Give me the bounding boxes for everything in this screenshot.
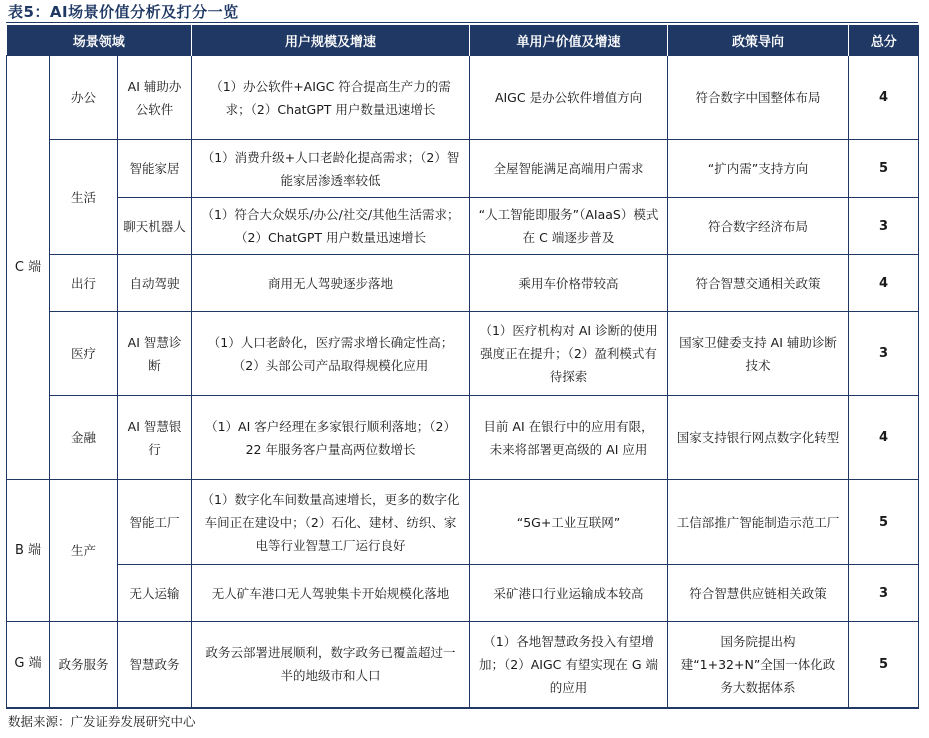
score-cell: 5 <box>849 140 919 198</box>
domain-cell-production: 生产 <box>50 480 118 622</box>
user-scale-cell: （1）数字化车间数量高速增长，更多的数字化车间正在建设中；（2）石化、建材、纺织、家电等行业智慧工厂运行良好 <box>192 480 470 565</box>
scene-cell: AI 辅助办公软件 <box>118 56 192 140</box>
user-scale-cell: （1）消费升级+人口老龄化提高需求；（2）智能家居渗透率较低 <box>192 140 470 198</box>
score-cell: 5 <box>849 480 919 565</box>
scene-cell: 智能家居 <box>118 140 192 198</box>
domain-cell-travel: 出行 <box>50 255 118 312</box>
source-note: 数据来源：广发证券发展研究中心 <box>8 714 196 729</box>
title-rule <box>6 22 918 23</box>
unit-value-cell: 乘用车价格带较高 <box>470 255 668 312</box>
score-cell: 3 <box>849 312 919 396</box>
score-cell: 4 <box>849 255 919 312</box>
score-cell: 3 <box>849 198 919 255</box>
user-scale-cell: （1）符合大众娱乐/办公/社交/其他生活需求；（2）ChatGPT 用户数量迅速增长 <box>192 198 470 255</box>
policy-cell: 符合数字中国整体布局 <box>668 56 849 140</box>
user-scale-cell: （1）AI 客户经理在多家银行顺利落地；（2）22 年服务客户量高两位数增长 <box>192 396 470 480</box>
header-policy: 政策导向 <box>668 25 849 56</box>
domain-cell-finance: 金融 <box>50 396 118 480</box>
unit-value-cell: 采矿港口行业运输成本较高 <box>470 565 668 622</box>
segment-c-cell: C 端 <box>7 56 50 480</box>
scene-value-table <box>6 25 919 709</box>
segment-g-cell: G 端 <box>7 622 50 708</box>
table-row <box>7 480 919 565</box>
header-unit-value: 单用户价值及增速 <box>470 25 668 56</box>
segment-b-cell: B 端 <box>7 480 50 622</box>
policy-cell: 符合数字经济布局 <box>668 198 849 255</box>
header-scene-domain: 场景领域 <box>7 25 192 56</box>
table-row <box>7 56 919 140</box>
policy-cell: 国务院提出构建“1+32+N”全国一体化政务大数据体系 <box>668 622 849 708</box>
domain-cell-medical: 医疗 <box>50 312 118 396</box>
policy-cell: “扩内需”支持方向 <box>668 140 849 198</box>
score-cell: 5 <box>849 622 919 708</box>
user-scale-cell: （1）人口老龄化，医疗需求增长确定性高；（2）头部公司产品取得规模化应用 <box>192 312 470 396</box>
unit-value-cell: “5G+工业互联网” <box>470 480 668 565</box>
score-cell: 4 <box>849 56 919 140</box>
header-score: 总分 <box>849 25 919 56</box>
table-row <box>7 622 919 708</box>
table-title: 表5：AI场景价值分析及打分一览 <box>8 3 239 21</box>
scene-cell: 聊天机器人 <box>118 198 192 255</box>
scene-cell: 自动驾驶 <box>118 255 192 312</box>
policy-cell: 符合智慧交通相关政策 <box>668 255 849 312</box>
policy-cell: 国家卫健委支持 AI 辅助诊断技术 <box>668 312 849 396</box>
unit-value-cell: “人工智能即服务”（AIaaS）模式在 C 端逐步普及 <box>470 198 668 255</box>
user-scale-cell: （1）办公软件+AIGC 符合提高生产力的需求；（2）ChatGPT 用户数量迅速增长 <box>192 56 470 140</box>
user-scale-cell: 无人矿车港口无人驾驶集卡开始规模化落地 <box>192 565 470 622</box>
score-cell: 4 <box>849 396 919 480</box>
scene-cell: AI 智慧诊断 <box>118 312 192 396</box>
scene-cell: 智能工厂 <box>118 480 192 565</box>
user-scale-cell: 政务云部署进展顺利，数字政务已覆盖超过一半的地级市和人口 <box>192 622 470 708</box>
score-cell: 3 <box>849 565 919 622</box>
header-row <box>7 25 919 56</box>
scene-cell: 无人运输 <box>118 565 192 622</box>
unit-value-cell: （1）医疗机构对 AI 诊断的使用强度正在提升；（2）盈利模式有待探索 <box>470 312 668 396</box>
scene-cell: AI 智慧银行 <box>118 396 192 480</box>
user-scale-cell: 商用无人驾驶逐步落地 <box>192 255 470 312</box>
policy-cell: 工信部推广智能制造示范工厂 <box>668 480 849 565</box>
header-user-scale: 用户规模及增速 <box>192 25 470 56</box>
table-row <box>7 198 919 255</box>
unit-value-cell: AIGC 是办公软件增值方向 <box>470 56 668 140</box>
unit-value-cell: （1）各地智慧政务投入有望增加；（2）AIGC 有望实现在 G 端的应用 <box>470 622 668 708</box>
table-row <box>7 565 919 622</box>
table-row <box>7 255 919 312</box>
domain-cell-office: 办公 <box>50 56 118 140</box>
policy-cell: 国家支持银行网点数字化转型 <box>668 396 849 480</box>
policy-cell: 符合智慧供应链相关政策 <box>668 565 849 622</box>
domain-cell-government: 政务服务 <box>50 622 118 708</box>
domain-cell-life: 生活 <box>50 140 118 255</box>
table-row <box>7 140 919 198</box>
unit-value-cell: 目前 AI 在银行中的应用有限，未来将部署更高级的 AI 应用 <box>470 396 668 480</box>
table-row <box>7 396 919 480</box>
scene-cell: 智慧政务 <box>118 622 192 708</box>
unit-value-cell: 全屋智能满足高端用户需求 <box>470 140 668 198</box>
table-row <box>7 312 919 396</box>
